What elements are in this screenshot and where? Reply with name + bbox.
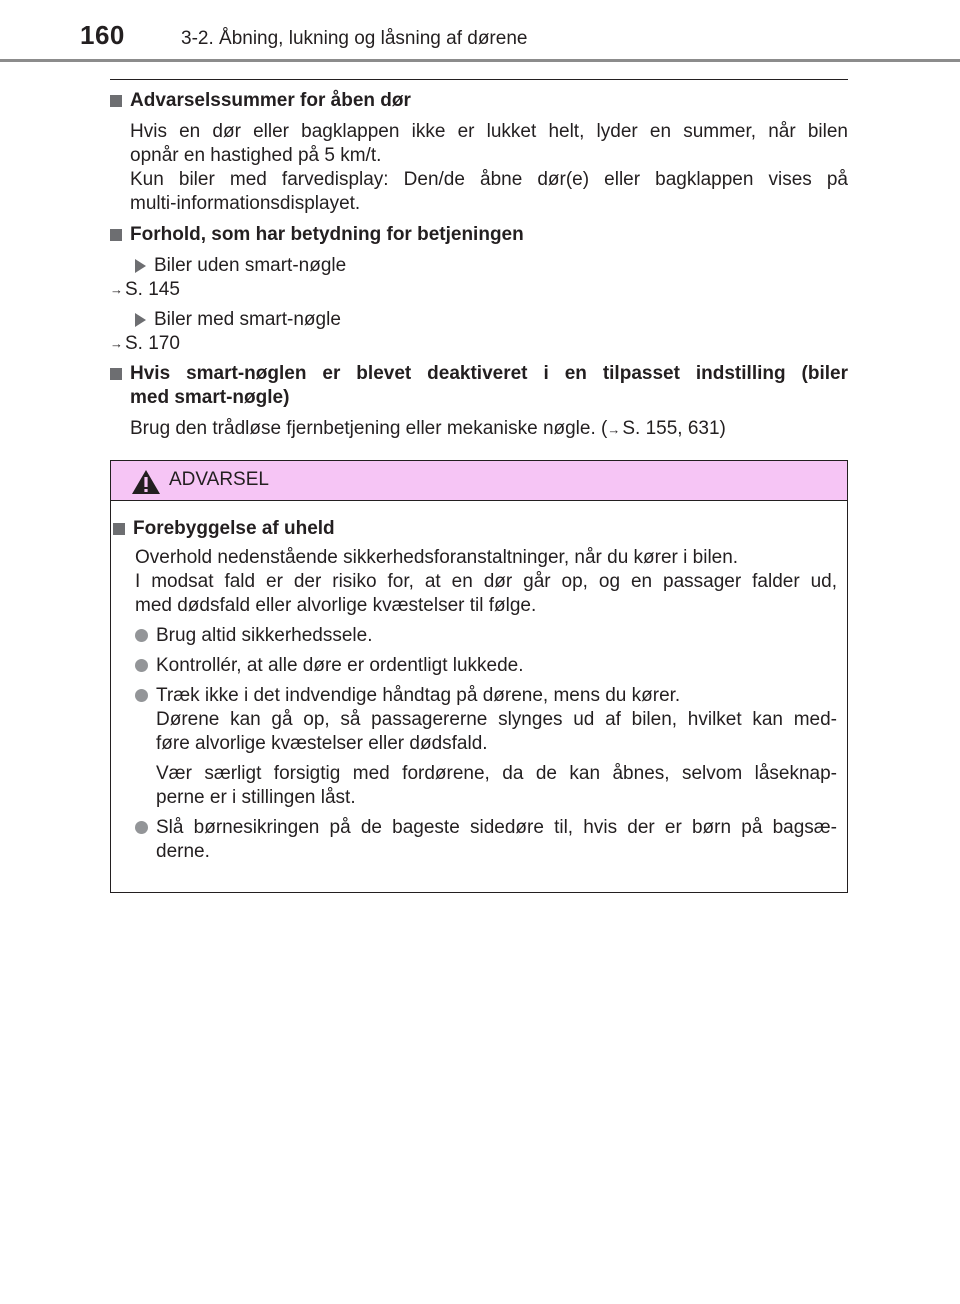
- text-line: Vær særligt forsigtig med fordørene, da de kan åbnes, selvom låseknap-: [156, 763, 837, 784]
- circle-bullet-icon: [135, 821, 148, 834]
- sub-item-label: Biler med smart-nøgle: [154, 309, 341, 330]
- section-heading-text: Forhold, som har betydning for betjeningen: [130, 224, 524, 245]
- text-line: Hvis en dør eller bagklappen ikke er lukket helt, lyder en summer, når bilen: [130, 121, 848, 142]
- arrow-right-icon: →: [110, 282, 123, 297]
- section-heading-text: [130, 362, 848, 410]
- bullet-text: [156, 624, 837, 648]
- circle-bullet-icon: [135, 689, 148, 702]
- bullet-text: [156, 684, 837, 810]
- page-reference-text[interactable]: S. 155, 631): [622, 418, 726, 439]
- page-reference-text[interactable]: S. 145: [125, 279, 180, 300]
- text-line: derne.: [156, 841, 210, 862]
- square-bullet-icon: [110, 95, 122, 107]
- warning-intro: [111, 546, 837, 618]
- warning-title: ADVARSEL: [169, 469, 269, 490]
- triangle-right-icon: [135, 259, 146, 273]
- text-line: Slå børnesikringen på de bageste sidedøre til, hvis der er børn på bagsæ-: [156, 817, 837, 838]
- text-line: med dødsfald eller alvorlige kvæstelser til følge.: [135, 595, 537, 616]
- warning-triangle-icon: [131, 469, 161, 495]
- heading-line: Hvis smart-nøglen er blevet deaktiveret i en tilpasset indstilling (biler: [130, 363, 848, 384]
- square-bullet-icon: [113, 523, 125, 535]
- page-reference[interactable]: [110, 332, 848, 356]
- section-paragraph: [110, 120, 848, 216]
- square-bullet-icon: [110, 368, 122, 380]
- warning-bullet: [111, 684, 837, 810]
- text-line: Kontrollér, at alle døre er ordentligt lukkede.: [156, 655, 524, 676]
- circle-bullet-icon: [135, 659, 148, 672]
- triangle-right-icon: [135, 313, 146, 327]
- heading-line: med smart-nøgle): [130, 387, 290, 408]
- section-heading: [110, 89, 848, 113]
- text-line: I modsat fald er der risiko for, at en dør går op, og en passager falder ud,: [135, 571, 837, 592]
- page-reference[interactable]: [110, 278, 848, 302]
- page-header: [0, 0, 960, 62]
- main-content: [110, 89, 848, 449]
- warning-bullet: [111, 816, 837, 864]
- sub-item-label: Biler uden smart-nøgle: [154, 255, 347, 276]
- arrow-right-icon: →: [110, 336, 123, 351]
- text-line: Overhold nedenstående sikkerhedsforanstaltninger, når du kører i bilen.: [135, 547, 739, 568]
- section-divider: [110, 79, 848, 80]
- warning-body: [111, 501, 847, 864]
- warning-box: [110, 460, 848, 893]
- warning-header: [111, 461, 847, 501]
- warning-bullet: [111, 654, 837, 678]
- section-heading: [110, 362, 848, 410]
- page-reference-text[interactable]: S. 170: [125, 333, 180, 354]
- text-line: multi-informationsdisplayet.: [130, 193, 361, 214]
- text-line: Træk ikke i det indvendige håndtag på dørene, mens du kører.: [156, 685, 681, 706]
- bullet-text: [156, 654, 837, 678]
- text-line: opnår en hastighed på 5 km/t.: [130, 145, 382, 166]
- chapter-title: 3-2. Åbning, lukning og låsning af dørene: [181, 28, 528, 49]
- bullet-extra: [156, 762, 837, 810]
- paragraph-text: Brug den trådløse fjernbetjening eller mekaniske nøgle. (: [130, 418, 608, 439]
- warning-heading-text: Forebyggelse af uheld: [133, 518, 335, 539]
- square-bullet-icon: [110, 229, 122, 241]
- circle-bullet-icon: [135, 629, 148, 642]
- sub-item: [110, 308, 848, 332]
- warning-heading: [111, 517, 837, 541]
- text-line: Dørene kan gå op, så passagererne slynges ud af bilen, hvilket kan med-: [156, 709, 837, 730]
- arrow-right-icon: →: [607, 422, 621, 437]
- header-divider: [0, 59, 960, 62]
- text-line: perne er i stillingen låst.: [156, 787, 356, 808]
- section-heading: [110, 223, 848, 247]
- warning-bullet: [111, 624, 837, 648]
- page-number: 160: [80, 20, 125, 50]
- section-paragraph: [110, 417, 848, 442]
- bullet-text: [156, 816, 837, 864]
- text-line: føre alvorlige kvæstelser eller dødsfald.: [156, 733, 488, 754]
- text-line: Kun biler med farvedisplay: Den/de åbne dør(e) eller bagklappen vises på: [130, 169, 848, 190]
- section-heading-text: Advarselssummer for åben dør: [130, 90, 411, 111]
- sub-item: [110, 254, 848, 278]
- text-line: Brug altid sikkerhedssele.: [156, 625, 373, 646]
